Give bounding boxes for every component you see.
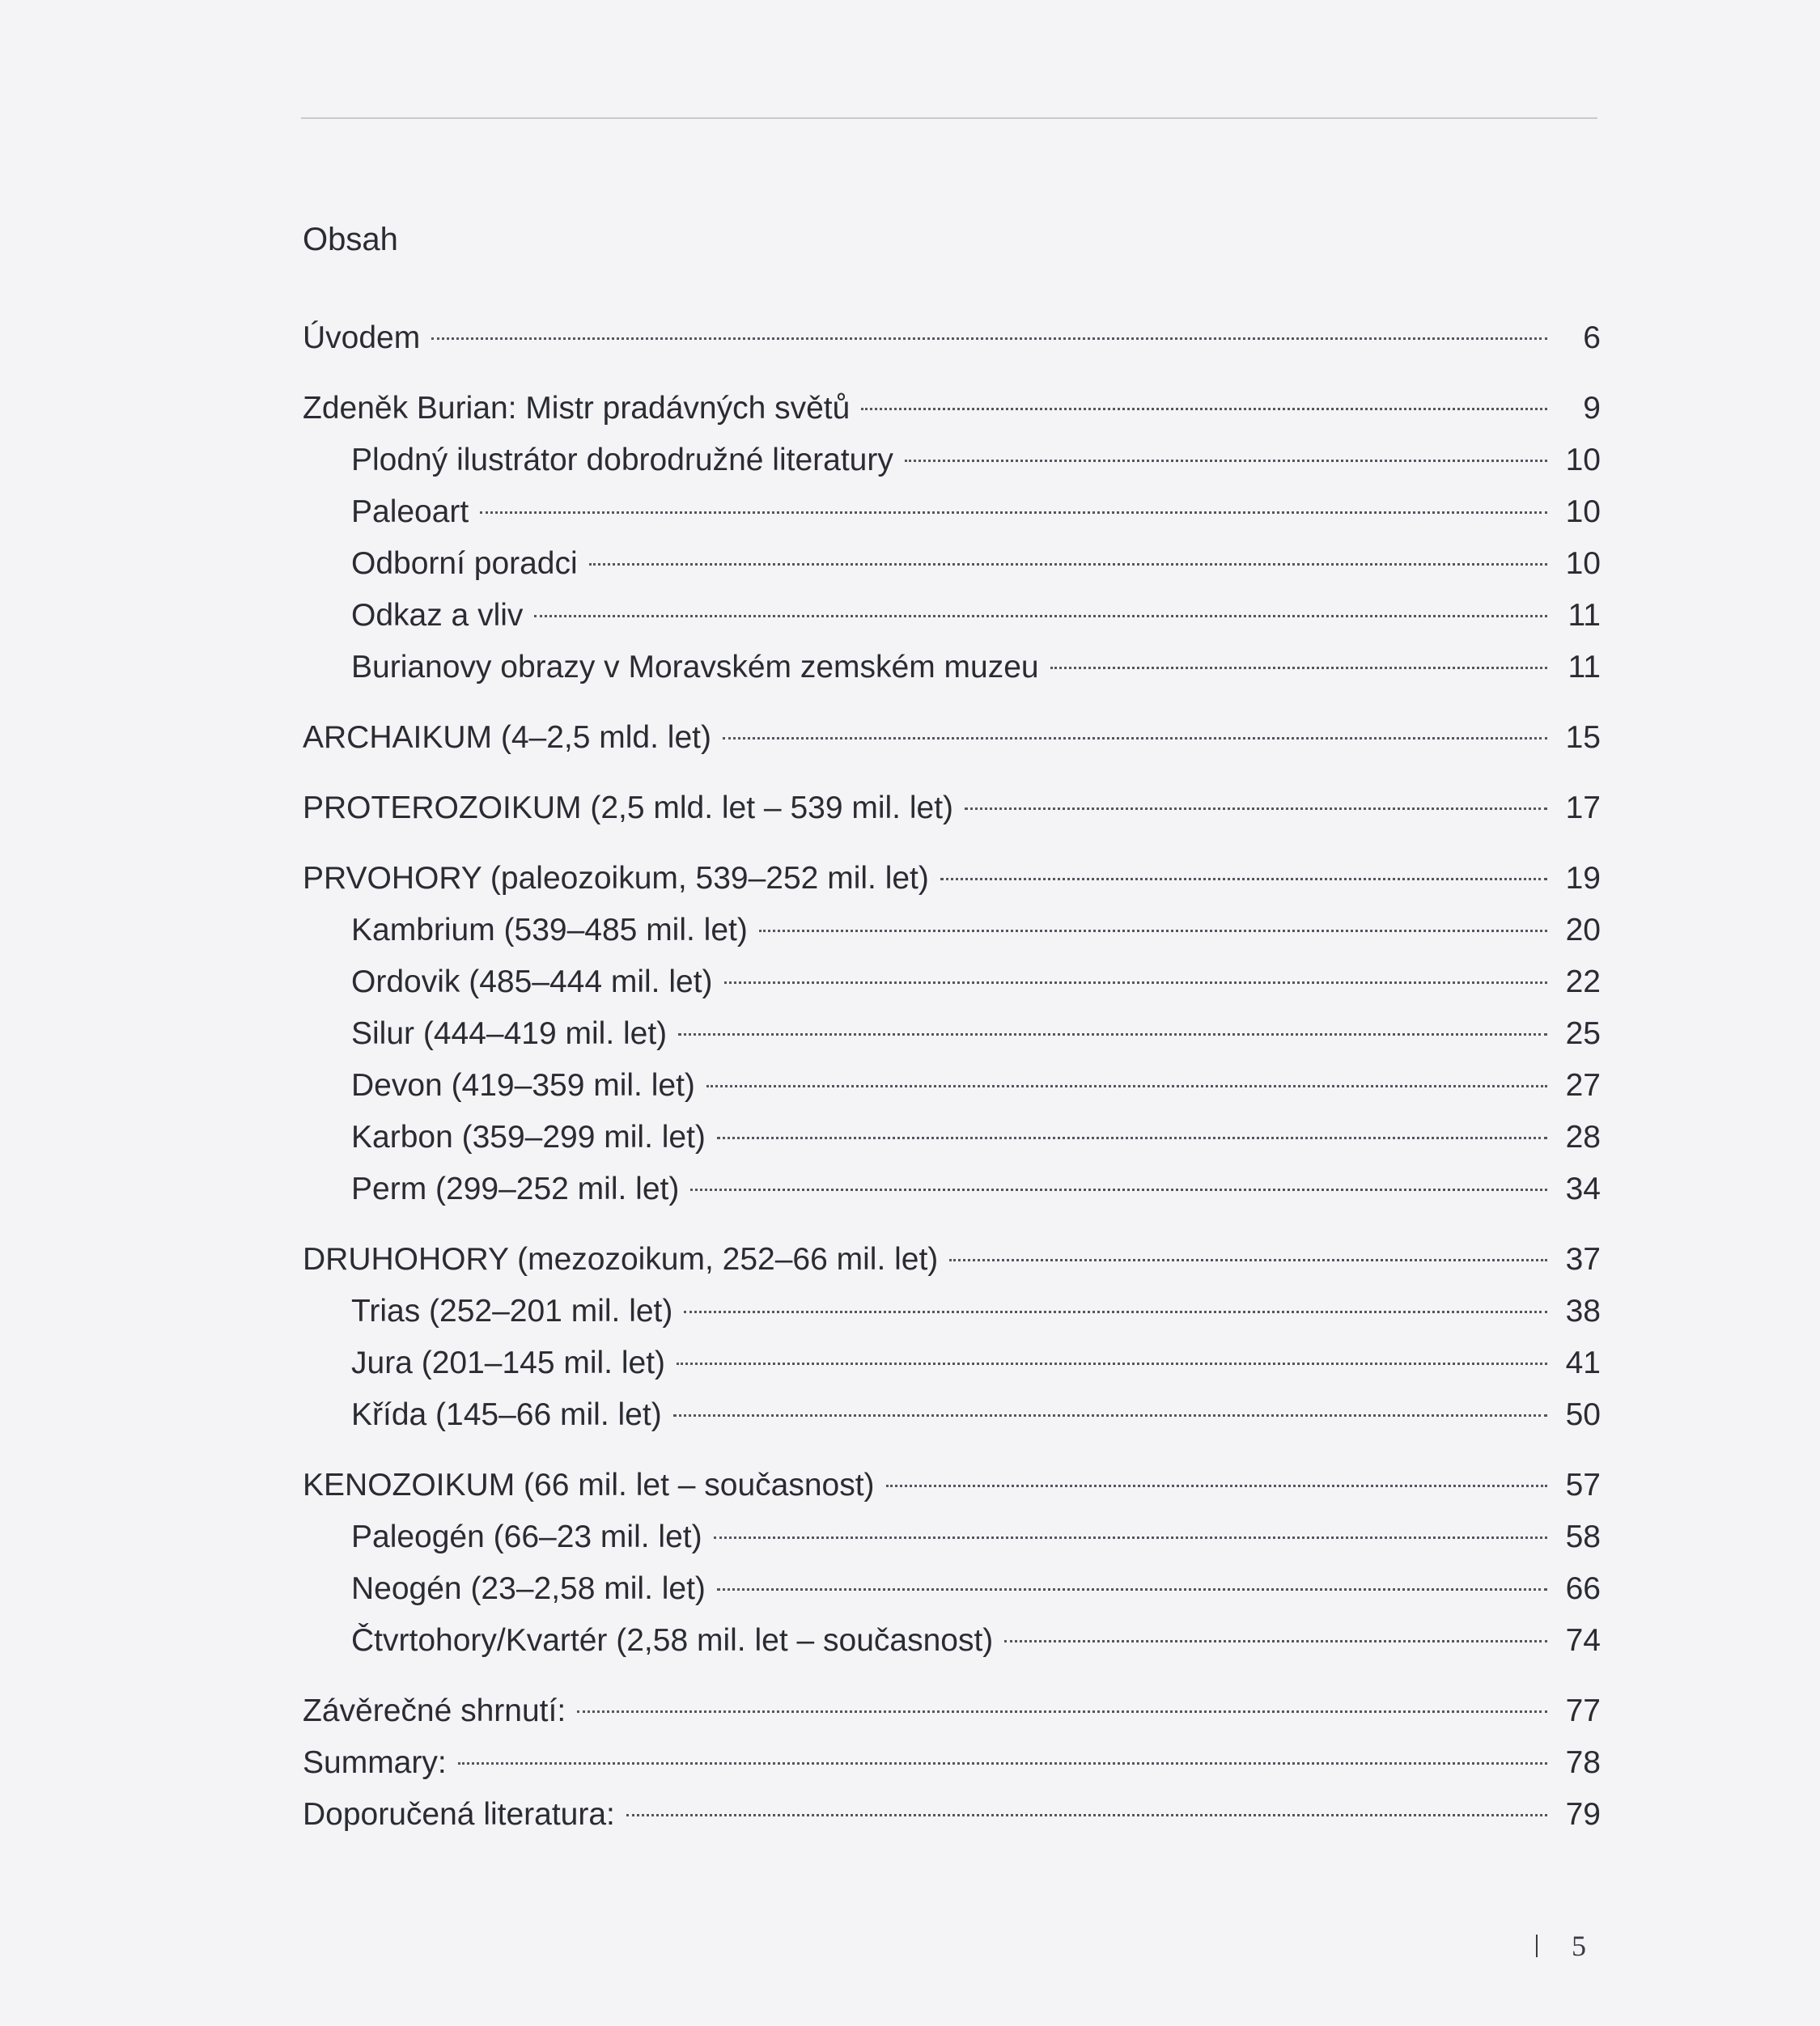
dot-leader (717, 1137, 1547, 1139)
toc-entry[interactable] (303, 383, 1601, 434)
toc-entry-page: 10 (1565, 494, 1601, 529)
toc-entry-label: Úvodem (303, 320, 421, 355)
dot-leader (724, 981, 1547, 984)
toc-subentry[interactable] (303, 642, 1601, 693)
header-rule (301, 117, 1597, 119)
dot-leader (905, 460, 1547, 462)
toc-entry-page: 10 (1565, 546, 1601, 581)
toc-entry-page: 11 (1568, 598, 1601, 633)
toc-subentry[interactable] (303, 538, 1601, 590)
dot-leader (589, 563, 1547, 566)
toc-entry[interactable] (303, 1685, 1601, 1737)
toc-entry-page: 25 (1565, 1016, 1601, 1051)
toc-entry-page: 58 (1565, 1520, 1601, 1554)
dot-leader (717, 1588, 1547, 1591)
folio-separator (1536, 1935, 1538, 1957)
toc-entry-page: 57 (1565, 1468, 1601, 1503)
toc-entry-label: Doporučená literatura: (303, 1797, 615, 1832)
dot-leader (1050, 667, 1547, 669)
dot-leader (534, 615, 1547, 617)
toc-entry-page: 19 (1565, 861, 1601, 896)
dot-leader (458, 1762, 1547, 1765)
toc-entry-page: 34 (1565, 1172, 1601, 1206)
toc-subentry[interactable] (303, 905, 1601, 956)
toc-entry-page: 20 (1565, 913, 1601, 947)
dot-leader (861, 408, 1547, 410)
dot-leader (690, 1189, 1547, 1191)
page-folio (1536, 1929, 1586, 1963)
toc-entry-label: Ordovik (485–444 mil. let) (351, 964, 713, 999)
toc-entry-page: 10 (1565, 443, 1601, 477)
toc-entry[interactable] (303, 1460, 1601, 1511)
dot-leader (965, 807, 1547, 810)
dot-leader (714, 1536, 1547, 1539)
toc-entry-label: Kambrium (539–485 mil. let) (351, 913, 748, 947)
toc-entry-label: Neogén (23–2,58 mil. let) (351, 1571, 706, 1606)
toc-entry-label: Silur (444–419 mil. let) (351, 1016, 668, 1051)
table-of-contents (303, 312, 1601, 1841)
toc-subentry[interactable] (303, 590, 1601, 642)
dot-leader (706, 1085, 1547, 1087)
dot-leader (677, 1363, 1547, 1365)
toc-entry-label: Čtvrtohory/Kvartér (2,58 mil. let – současnost) (351, 1623, 994, 1658)
toc-entry[interactable] (303, 712, 1601, 764)
toc-entry-page: 22 (1565, 964, 1601, 999)
toc-entry[interactable] (303, 1789, 1601, 1841)
toc-entry-label: Burianovy obrazy v Moravském zemském muzeu (351, 650, 1039, 685)
toc-entry-label: Paleoart (351, 494, 469, 529)
toc-title: Obsah (303, 222, 398, 257)
toc-entry-label: Křída (145–66 mil. let) (351, 1397, 662, 1432)
toc-subentry[interactable] (303, 1563, 1601, 1615)
toc-entry-page: 11 (1568, 650, 1601, 685)
toc-entry-page: 37 (1565, 1242, 1601, 1277)
toc-entry-label: Zdeněk Burian: Mistr pradávných světů (303, 391, 851, 426)
toc-entry[interactable] (303, 1737, 1601, 1789)
toc-entry-page: 79 (1565, 1797, 1601, 1832)
toc-subentry[interactable] (303, 486, 1601, 538)
toc-entry-page: 74 (1565, 1623, 1601, 1658)
toc-entry-page: 9 (1583, 391, 1601, 426)
toc-entry-page: 17 (1565, 790, 1601, 825)
dot-leader (684, 1311, 1547, 1313)
toc-subentry[interactable] (303, 1337, 1601, 1389)
toc-subentry[interactable] (303, 1163, 1601, 1215)
toc-entry-label: Summary: (303, 1745, 447, 1780)
toc-entry-label: Odkaz a vliv (351, 598, 524, 633)
toc-subentry[interactable] (303, 1008, 1601, 1060)
dot-leader (678, 1033, 1547, 1036)
page-number: 5 (1572, 1930, 1586, 1962)
toc-subentry[interactable] (303, 1060, 1601, 1112)
toc-entry-label: Paleogén (66–23 mil. let) (351, 1520, 702, 1554)
toc-entry-label: Devon (419–359 mil. let) (351, 1068, 695, 1103)
toc-entry-page: 28 (1565, 1120, 1601, 1155)
toc-subentry[interactable] (303, 956, 1601, 1008)
toc-entry-label: Trias (252–201 mil. let) (351, 1294, 673, 1329)
toc-entry-page: 38 (1565, 1294, 1601, 1329)
toc-entry-label: ARCHAIKUM (4–2,5 mld. let) (303, 720, 711, 755)
toc-entry[interactable] (303, 312, 1601, 364)
toc-subentry[interactable] (303, 1286, 1601, 1337)
dot-leader (723, 737, 1547, 740)
toc-entry-label: PRVOHORY (paleozoikum, 539–252 mil. let) (303, 861, 929, 896)
dot-leader (940, 878, 1547, 880)
toc-entry-label: Karbon (359–299 mil. let) (351, 1120, 706, 1155)
toc-subentry[interactable] (303, 1615, 1601, 1667)
dot-leader (577, 1710, 1547, 1713)
toc-entry-page: 27 (1565, 1068, 1601, 1103)
toc-entry-page: 66 (1565, 1571, 1601, 1606)
dot-leader (431, 337, 1547, 340)
toc-subentry[interactable] (303, 1112, 1601, 1163)
toc-entry-page: 78 (1565, 1745, 1601, 1780)
toc-entry[interactable] (303, 1234, 1601, 1286)
toc-entry-page: 50 (1565, 1397, 1601, 1432)
toc-subentry[interactable] (303, 434, 1601, 486)
toc-entry-page: 77 (1565, 1693, 1601, 1728)
toc-entry-label: Závěrečné shrnutí: (303, 1693, 566, 1728)
dot-leader (1004, 1640, 1547, 1642)
dot-leader (673, 1414, 1547, 1417)
toc-entry-label: PROTEROZOIKUM (2,5 mld. let – 539 mil. let) (303, 790, 954, 825)
toc-entry[interactable] (303, 853, 1601, 905)
toc-entry-page: 15 (1565, 720, 1601, 755)
dot-leader (480, 511, 1547, 514)
dot-leader (949, 1259, 1547, 1261)
toc-entry-label: DRUHOHORY (mezozoikum, 252–66 mil. let) (303, 1242, 939, 1277)
toc-entry-page: 41 (1565, 1346, 1601, 1380)
dot-leader (759, 930, 1547, 932)
toc-entry-label: Plodný ilustrátor dobrodružné literatury (351, 443, 893, 477)
dot-leader (886, 1485, 1547, 1487)
toc-subentry[interactable] (303, 1389, 1601, 1441)
dot-leader (626, 1814, 1547, 1816)
toc-entry-label: Odborní poradci (351, 546, 578, 581)
toc-entry[interactable] (303, 782, 1601, 834)
toc-entry-label: Perm (299–252 mil. let) (351, 1172, 680, 1206)
toc-subentry[interactable] (303, 1511, 1601, 1563)
toc-entry-label: Jura (201–145 mil. let) (351, 1346, 666, 1380)
toc-entry-page: 6 (1583, 320, 1601, 355)
toc-entry-label: KENOZOIKUM (66 mil. let – současnost) (303, 1468, 875, 1503)
